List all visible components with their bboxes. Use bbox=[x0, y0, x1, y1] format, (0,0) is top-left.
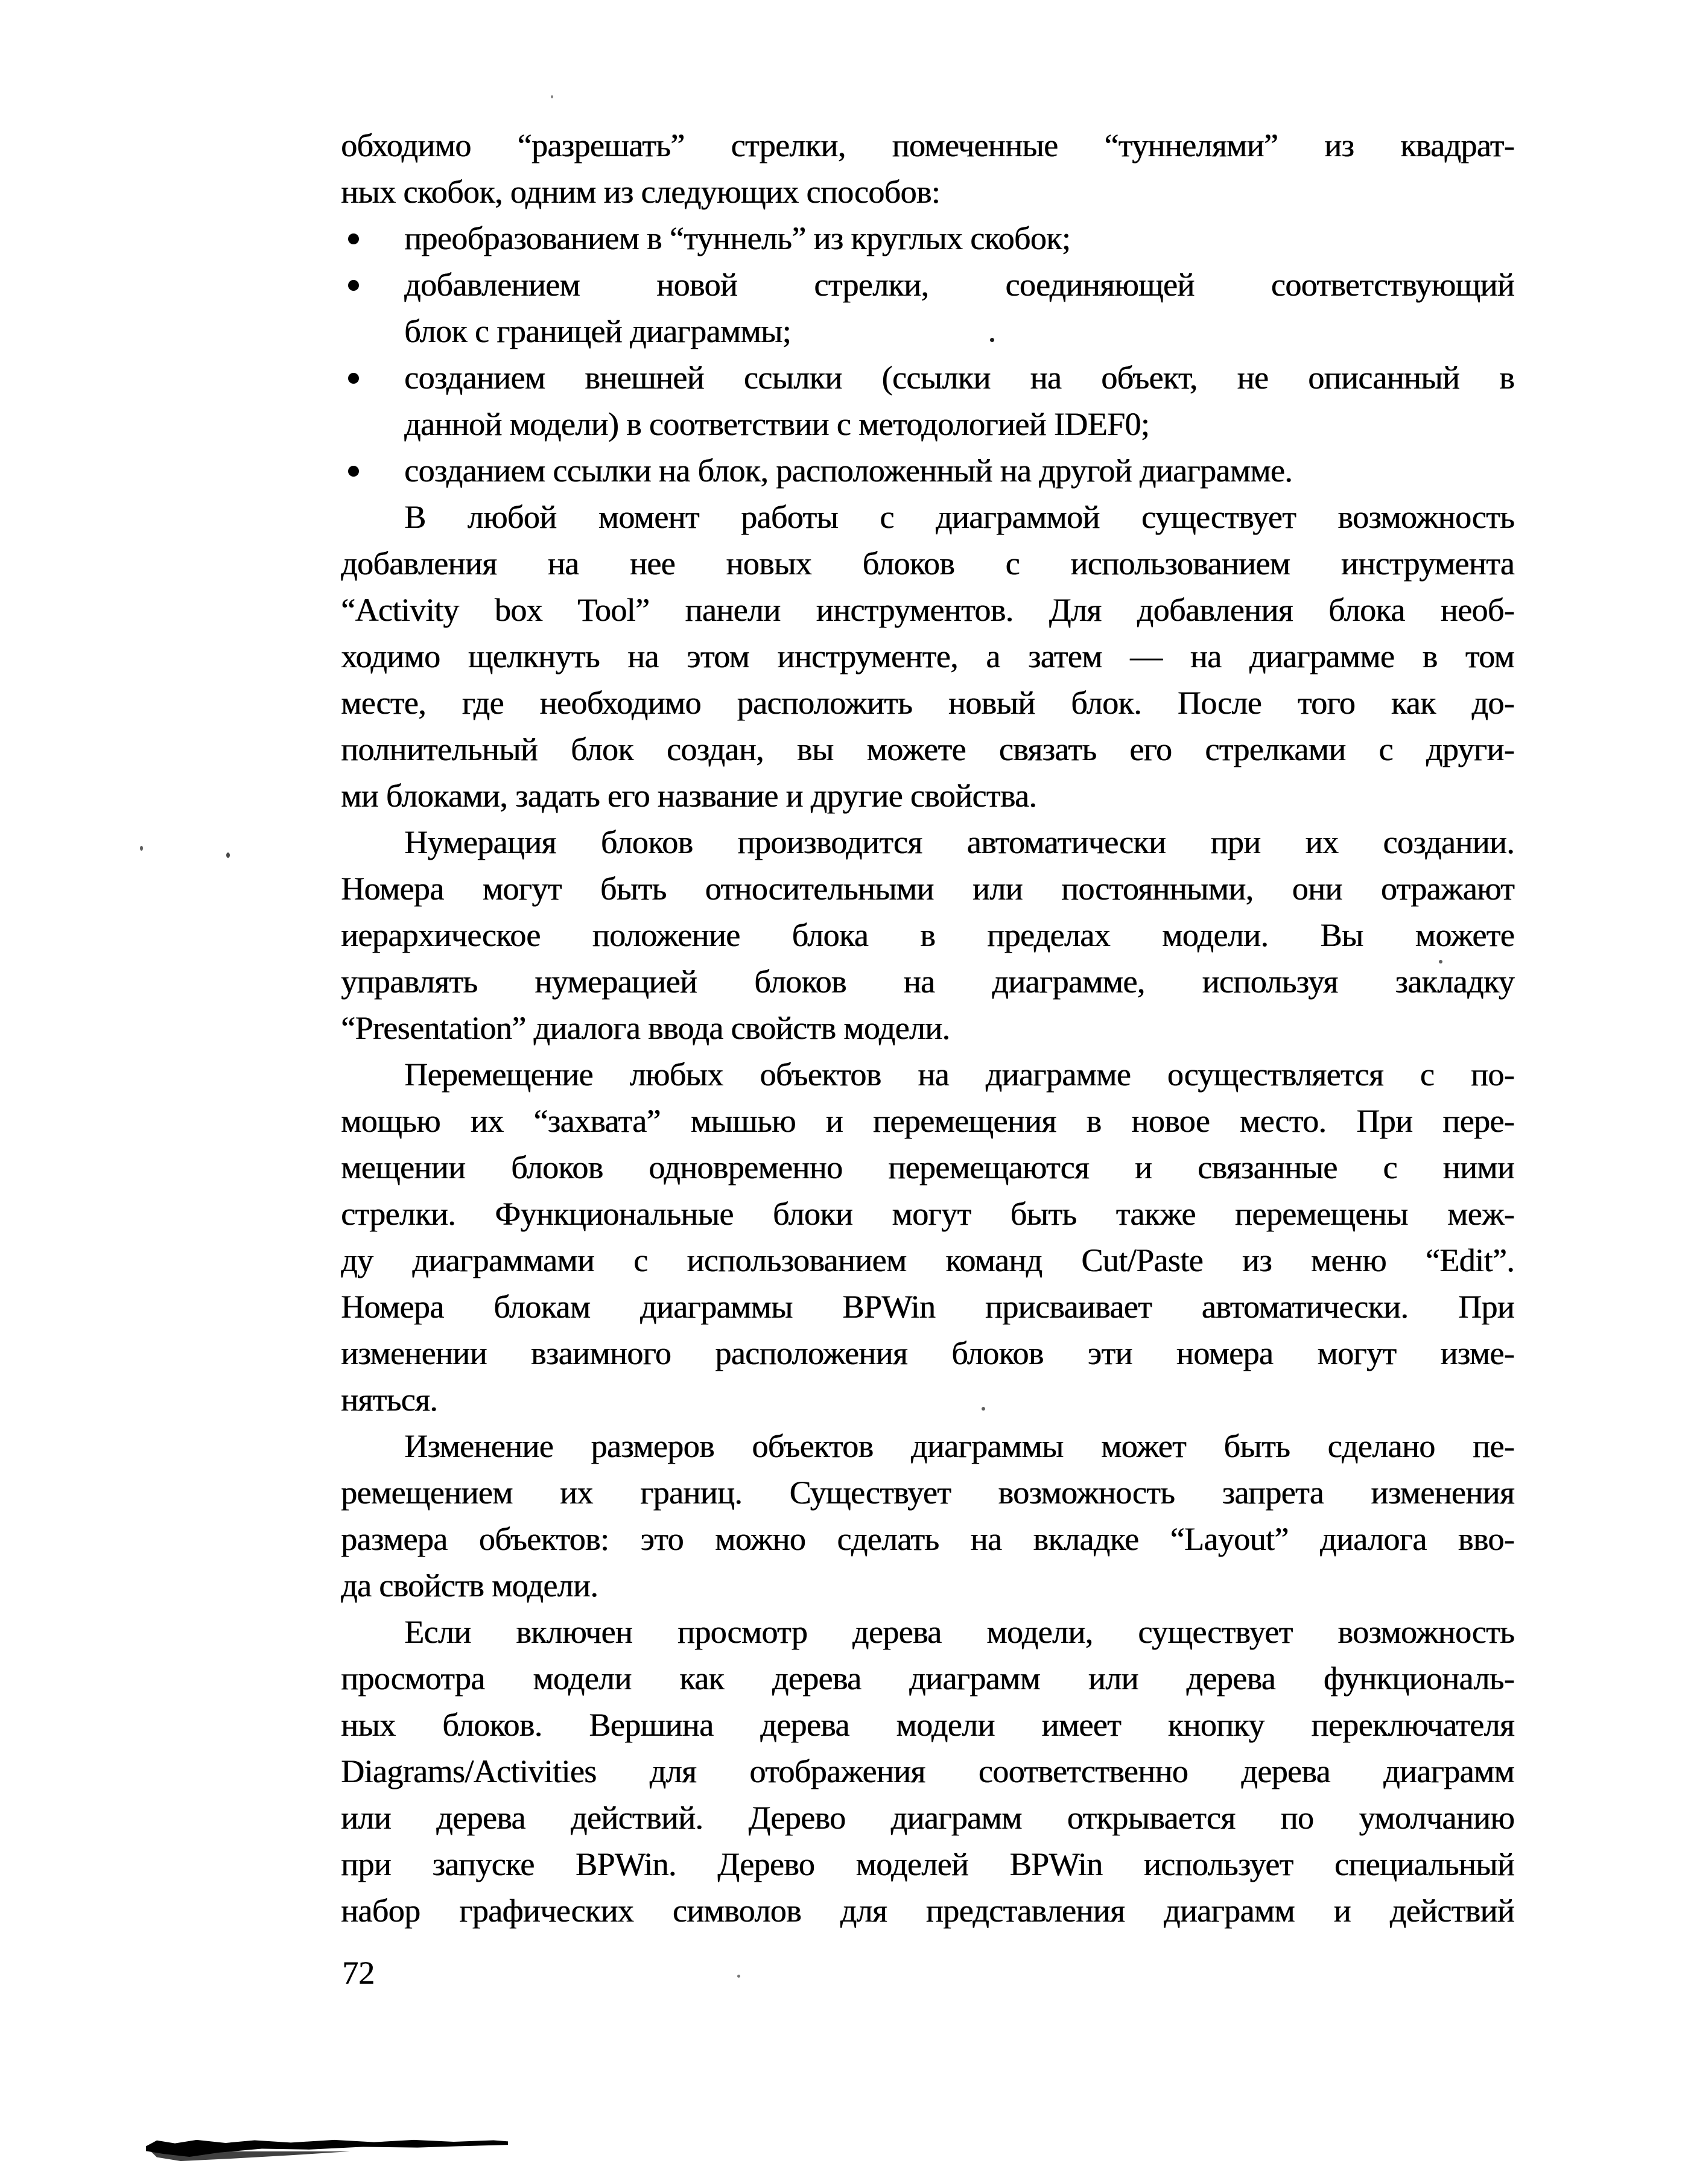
text-line: или дерева действий. Дерево диаграмм открывается по умолчанию bbox=[341, 1800, 1514, 1836]
text-line: Номера могут быть относительными или постоянными, они отражают bbox=[341, 871, 1514, 907]
text-line: ных скобок, одним из следующих способов: bbox=[341, 174, 941, 210]
paragraph bbox=[341, 122, 1514, 215]
text-line: при запуске BPWin. Дерево моделей BPWin использует специальный bbox=[341, 1846, 1514, 1882]
paragraph bbox=[341, 1052, 1514, 1423]
bullet-marker bbox=[348, 466, 359, 477]
bullet-item bbox=[341, 448, 1514, 494]
text-line: добавлением новой стрелки, соединяющей соответствующий bbox=[404, 267, 1514, 303]
text-line: Перемещение любых объектов на диаграмме осуществляется с по- bbox=[404, 1056, 1514, 1093]
text-line: ремещением их границ. Существует возможность запрета изменения bbox=[341, 1475, 1514, 1511]
bullet-marker bbox=[348, 280, 359, 291]
scan-speck bbox=[1439, 960, 1442, 963]
text-line: мощью их “захвата” мышью и перемещения в новое место. При пере- bbox=[341, 1103, 1514, 1139]
text-line: Diagrams/Activities для отображения соответственно дерева диаграмм bbox=[341, 1753, 1514, 1789]
text-line: Нумерация блоков производится автоматически при их создании. bbox=[404, 824, 1514, 860]
page-text-column bbox=[341, 122, 1514, 1934]
bullet-item bbox=[341, 262, 1514, 355]
text-line: мещении блоков одновременно перемещаются и связанные с ними bbox=[341, 1149, 1514, 1186]
text-line: “Activity box Tool” панели инструментов. Для добавления блока необ- bbox=[341, 592, 1514, 628]
text-line: ных блоков. Вершина дерева модели имеет кнопку переключателя bbox=[341, 1707, 1514, 1743]
scan-speck bbox=[982, 1407, 985, 1411]
text-line: стрелки. Функциональные блоки могут быть также перемещены меж- bbox=[341, 1196, 1514, 1232]
text-line: да свойств модели. bbox=[341, 1567, 598, 1604]
bullet-marker bbox=[348, 233, 359, 244]
scan-smudge-tail bbox=[151, 2151, 350, 2161]
text-line: блок с границей диаграммы; bbox=[404, 313, 791, 349]
text-line: обходимо “разрешать” стрелки, помеченные “туннелями” из квадрат- bbox=[341, 127, 1514, 163]
scan-speck bbox=[990, 338, 994, 342]
text-line: “Presentation” диалога ввода свойств модели. bbox=[341, 1010, 950, 1046]
scan-speck bbox=[140, 846, 143, 851]
text-line: данной модели) в соответствии с методологией IDEF0; bbox=[404, 406, 1150, 442]
scan-speck bbox=[551, 95, 553, 98]
text-line: ходимо щелкнуть на этом инструменте, а затем — на диаграмме в том bbox=[341, 638, 1514, 675]
bullet-item bbox=[341, 215, 1514, 262]
text-line: управлять нумерацией блоков на диаграмме, используя закладку bbox=[341, 963, 1514, 1000]
text-line: Если включен просмотр дерева модели, существует возможность bbox=[404, 1614, 1514, 1650]
text-line: набор графических символов для представления диаграмм и действий bbox=[341, 1893, 1514, 1929]
text-line: изменении взаимного расположения блоков эти номера могут изме- bbox=[341, 1335, 1514, 1371]
bullet-item bbox=[341, 355, 1514, 448]
text-line: В любой момент работы с диаграммой существует возможность bbox=[404, 499, 1514, 535]
text-line: созданием ссылки на блок, расположенный на другой диаграмме. bbox=[404, 452, 1293, 489]
paragraph bbox=[341, 494, 1514, 819]
text-line: иерархическое положение блока в пределах модели. Вы можете bbox=[341, 917, 1514, 953]
text-line: няться. bbox=[341, 1382, 438, 1418]
text-line: ми блоками, задать его название и другие свойства. bbox=[341, 778, 1037, 814]
text-line: просмотра модели как дерева диаграмм или дерева функциональ- bbox=[341, 1660, 1514, 1697]
text-line: добавления на нее новых блоков с использованием инструмента bbox=[341, 545, 1514, 582]
bullet-marker bbox=[348, 373, 359, 384]
text-line: полнительный блок создан, вы можете связать его стрелками с други- bbox=[341, 731, 1514, 767]
paragraph bbox=[341, 1423, 1514, 1609]
text-line: Изменение размеров объектов диаграммы может быть сделано пе- bbox=[404, 1428, 1514, 1464]
text-line: размера объектов: это можно сделать на вкладке “Layout” диалога вво- bbox=[341, 1521, 1514, 1557]
text-line: преобразованием в “туннель” из круглых скобок; bbox=[404, 220, 1071, 256]
scan-speck bbox=[226, 852, 230, 858]
paragraph bbox=[341, 819, 1514, 1052]
text-line: созданием внешней ссылки (ссылки на объект, не описанный в bbox=[404, 360, 1514, 396]
scan-speck bbox=[737, 1975, 740, 1978]
text-line: Номера блокам диаграммы BPWin присваивает автоматически. При bbox=[341, 1289, 1514, 1325]
paragraph bbox=[341, 1609, 1514, 1934]
text-line: ду диаграммами с использованием команд Cut/Paste из меню “Edit”. bbox=[341, 1242, 1514, 1278]
page-number: 72 bbox=[342, 1955, 375, 1991]
text-line: месте, где необходимо расположить новый блок. После того как до- bbox=[341, 685, 1514, 721]
